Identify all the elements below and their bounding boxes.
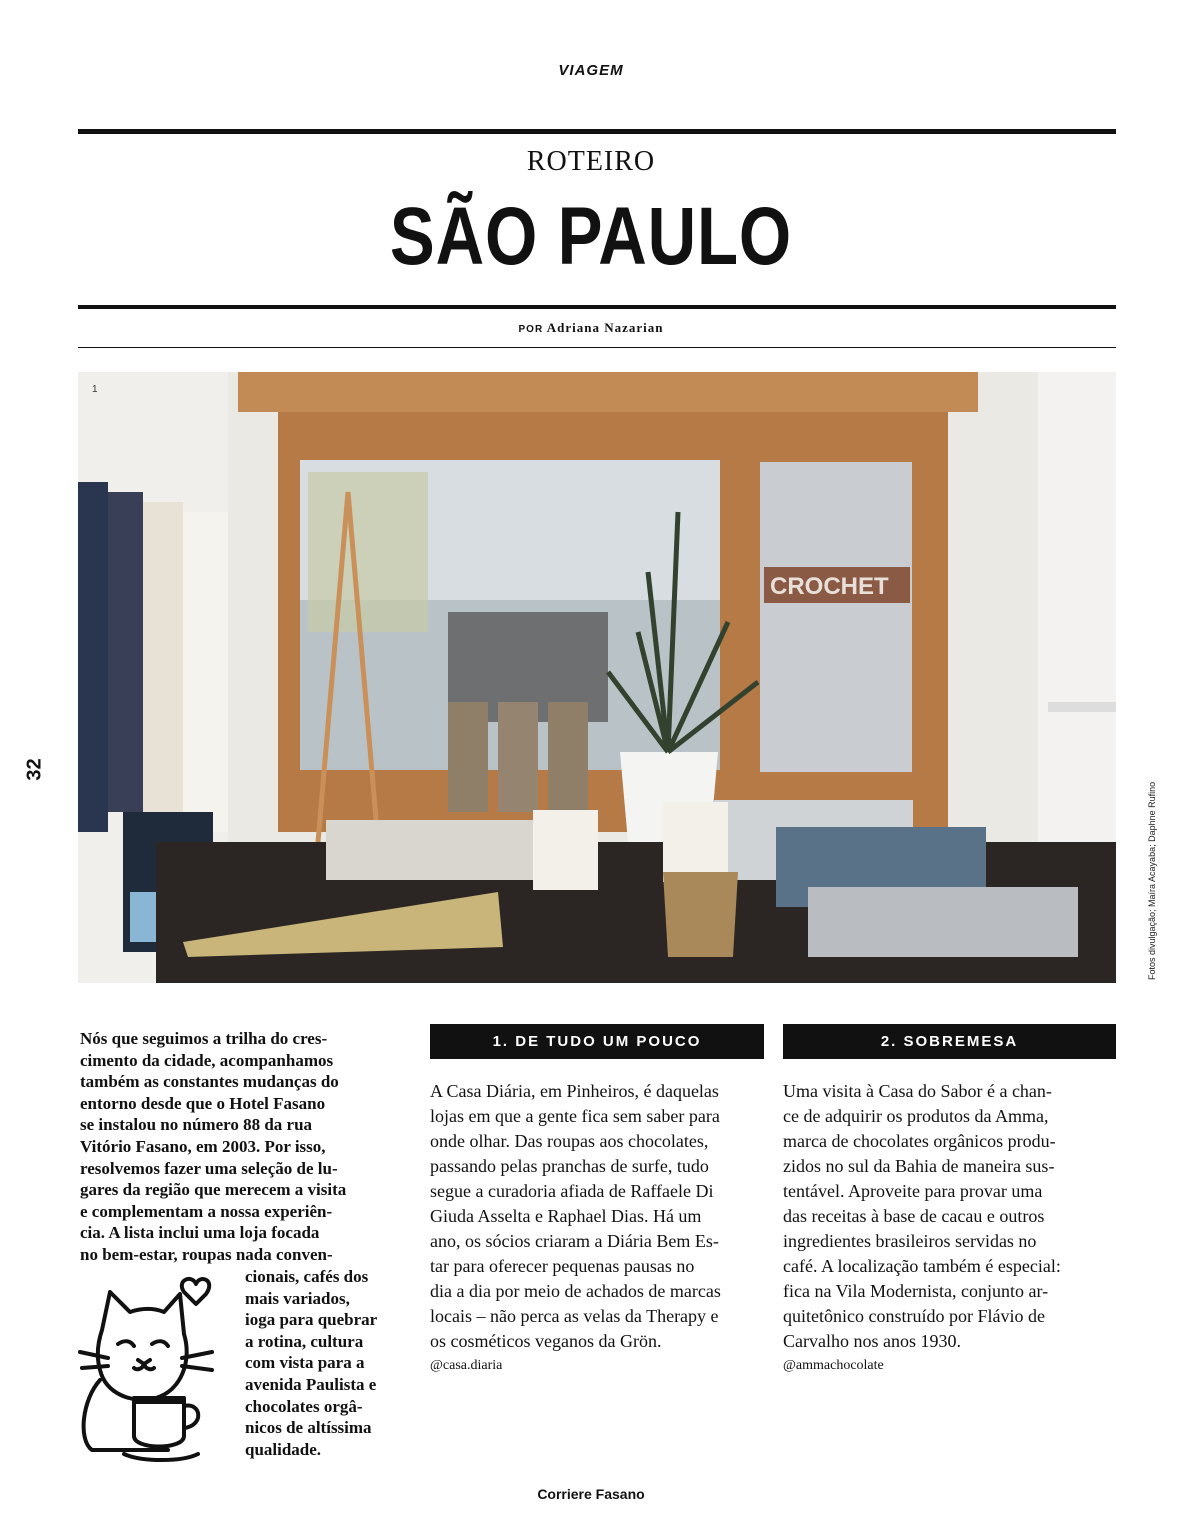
intro-line: também as constantes mudanças do	[80, 1072, 339, 1092]
intro-line: nicos de altíssima	[245, 1418, 372, 1438]
photo-number: 1	[92, 384, 98, 395]
body-line: Giuda Asselta e Raphael Dias. Há um	[430, 1206, 702, 1226]
page-title: SÃO PAULO	[389, 191, 793, 282]
body-line: dia a dia por meio de achados de marcas	[430, 1281, 721, 1301]
body-line: locais – não perca as velas da Therapy e	[430, 1306, 719, 1326]
shop-sign: CROCHET	[770, 573, 889, 600]
intro-line: ioga para quebrar	[245, 1310, 378, 1330]
intro-line: no bem-estar, roupas nada conven-	[80, 1244, 333, 1264]
body-line: fica na Vila Modernista, conjunto ar-	[783, 1281, 1049, 1301]
body-line: onde olhar. Das roupas aos chocolates,	[430, 1131, 709, 1151]
byline-prefix: POR	[518, 324, 544, 335]
body-line: lojas em que a gente fica sem saber para	[430, 1106, 720, 1126]
intro-line: Nós que seguimos a trilha do cres-	[80, 1029, 328, 1048]
intro-line: cimento da cidade, acompanhamos	[80, 1050, 334, 1070]
title-rule	[78, 305, 1116, 309]
body-line: zidos no sul da Bahia de maneira sus-	[783, 1156, 1055, 1176]
column-body	[783, 1079, 1116, 1354]
instagram-handle[interactable]: @ammachocolate	[783, 1358, 884, 1373]
byline-rule	[78, 347, 1116, 348]
intro-text-continued	[245, 1266, 377, 1460]
photo-credit: Fotos divulgação; Maíra Acayaba; Daphne Rufino	[1147, 781, 1157, 980]
intro-line: resolvemos fazer uma seleção de lu-	[80, 1158, 338, 1178]
byline	[0, 320, 1182, 336]
body-line: ce de adquirir os produtos da Amma,	[783, 1106, 1049, 1126]
intro-line: Vitório Fasano, em 2003. Por isso,	[80, 1136, 326, 1156]
intro-line: qualidade.	[245, 1439, 322, 1459]
section-label: VIAGEM	[558, 62, 624, 79]
body-line: Uma visita à Casa do Sabor é a chan-	[783, 1081, 1052, 1101]
column-heading: 2. SOBREMESA	[783, 1024, 1116, 1059]
body-line: passando pelas pranchas de surfe, tudo	[430, 1156, 709, 1176]
intro-line: gares da região que merecem a visita	[80, 1180, 347, 1200]
instagram-handle[interactable]: @casa.diaria	[430, 1358, 503, 1373]
intro-line: chocolates orgâ-	[245, 1396, 363, 1416]
body-line: segue a curadoria afiada de Raffaele Di	[430, 1181, 714, 1201]
intro-line: entorno desde que o Hotel Fasano	[80, 1093, 326, 1113]
page-number: 32	[23, 758, 46, 781]
intro-text	[80, 1028, 346, 1266]
intro-line: e complementam a nossa experiên-	[80, 1201, 333, 1221]
intro-line: mais variados,	[245, 1288, 350, 1308]
body-line: café. A localização também é especial:	[783, 1256, 1061, 1276]
byline-author: Adriana Nazarian	[546, 320, 664, 335]
body-line: tentável. Aproveite para provar uma	[783, 1181, 1043, 1201]
column-body	[430, 1079, 764, 1354]
body-line: ano, os sócios criaram a Diária Bem Es-	[430, 1231, 719, 1251]
column-2	[783, 1024, 1116, 1374]
intro-line: com vista para a	[245, 1353, 365, 1373]
footer-publication: Corriere Fasano	[537, 1486, 645, 1502]
intro-line: se instalou no número 88 da rua	[80, 1115, 313, 1135]
body-line: marca de chocolates orgânicos produ-	[783, 1131, 1056, 1151]
body-line: A Casa Diária, em Pinheiros, é daquelas	[430, 1081, 719, 1101]
column-1	[430, 1024, 764, 1374]
body-line: das receitas à base de cacau e outros	[783, 1206, 1045, 1226]
body-line: tar para oferecer pequenas pausas no	[430, 1256, 695, 1276]
column-heading: 1. DE TUDO UM POUCO	[430, 1024, 764, 1059]
store-interior-image	[78, 372, 1116, 983]
body-line: Carvalho nos anos 1930.	[783, 1331, 961, 1351]
store-photo	[78, 372, 1116, 983]
intro-line: cia. A lista inclui uma loja focada	[80, 1223, 320, 1243]
body-line: quitetônico construído por Flávio de	[783, 1306, 1045, 1326]
top-rule	[78, 129, 1116, 134]
intro-line: avenida Paulista e	[245, 1374, 377, 1394]
kicker: ROTEIRO	[526, 146, 656, 177]
cat-coffee-illustration-icon	[72, 1270, 232, 1465]
body-line: ingredientes brasileiros servidas no	[783, 1231, 1037, 1251]
body-line: os cosméticos veganos da Grön.	[430, 1331, 662, 1351]
intro-line: a rotina, cultura	[245, 1331, 364, 1351]
intro-line: cionais, cafés dos	[245, 1267, 369, 1286]
